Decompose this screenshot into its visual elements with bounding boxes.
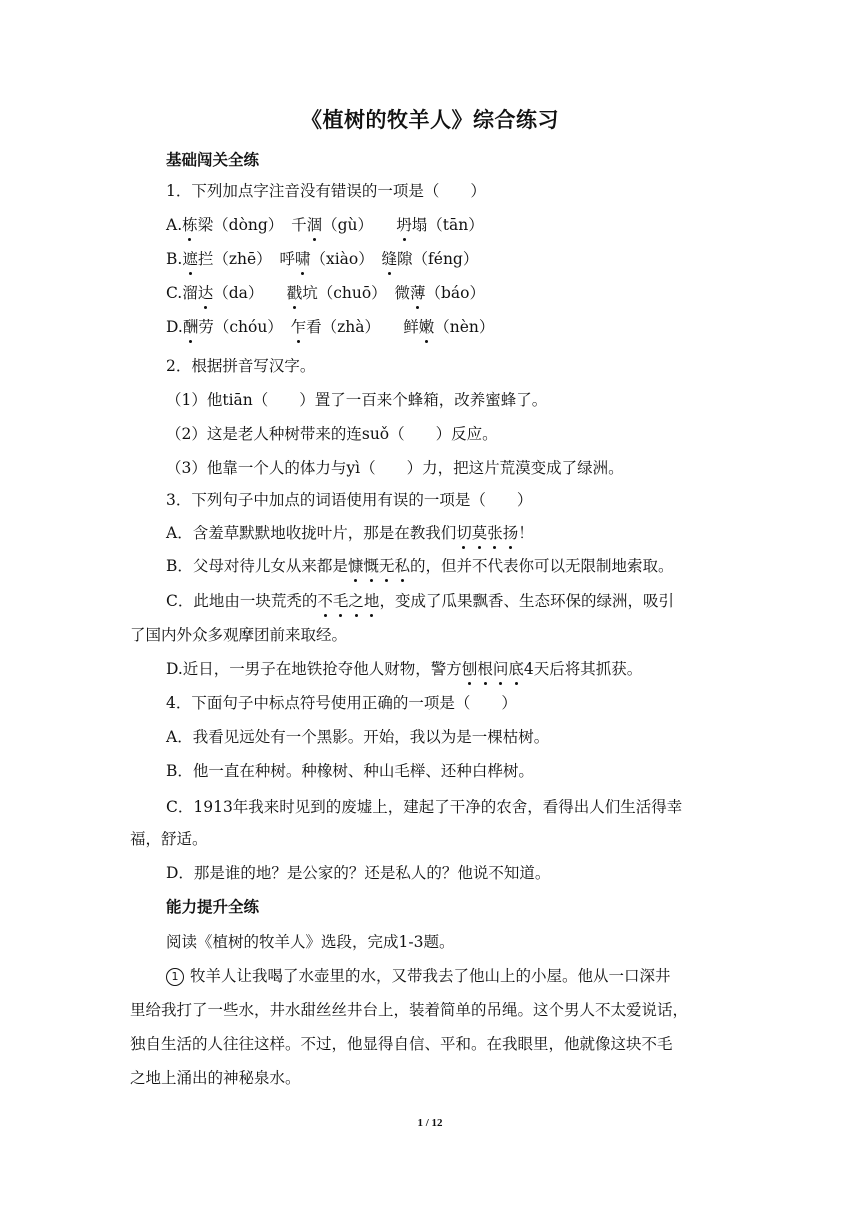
page-number: 1 / 12: [417, 1117, 443, 1129]
section-heading-advanced: 能力提升全练: [166, 898, 260, 916]
question-1-option-a: A.栋梁（dòng） 千涸（gù） 坍塌（tān）: [166, 216, 484, 234]
question-4-option-d: D．那是谁的地？是公家的？还是私人的？他说不知道。: [166, 864, 551, 882]
question-1-option-b: B.遮拦（zhē） 呼啸（xiào） 缝隙（féng）: [166, 250, 479, 268]
question-4-option-c-cont: 福，舒适。: [130, 830, 208, 848]
question-2-item-1: （1）他tiān（ ）置了一百来个蜂箱，改养蜜蜂了。: [166, 391, 548, 409]
question-4-option-c: C．1913年我来时见到的废墟上，建起了干净的农舍，看得出人们生活得幸: [166, 798, 683, 816]
dotted-word: 刨根问底: [461, 660, 524, 678]
reading-paragraph-line-4: 之地上涌出的神秘泉水。: [130, 1069, 301, 1087]
question-1-stem: 1．下列加点字注音没有错误的一项是（ ）: [166, 182, 486, 200]
question-3-option-a: A．含羞草默默地收拢叶片，那是在教我们切莫张扬！: [166, 524, 534, 542]
section-heading-basic: 基础闯关全练: [166, 151, 260, 169]
reading-paragraph-line-1: 1 牧羊人让我喝了水壶里的水，又带我去了他山上的小屋。他从一口深井: [166, 965, 671, 987]
question-2-stem: 2．根据拼音写汉字。: [166, 357, 316, 375]
question-4-option-a: A．我看见远处有一个黑影。开始，我以为是一棵枯树。: [166, 728, 550, 746]
question-3-option-b: B．父母对待儿女从来都是慷慨无私的，但并不代表你可以无限制地索取。: [166, 557, 674, 575]
question-2-item-2: （2）这是老人种树带来的连suǒ（ ）反应。: [166, 425, 498, 443]
page-title: 《植树的牧羊人》综合练习: [301, 108, 559, 132]
question-3-option-c: C．此地由一块荒秃的不毛之地，变成了瓜果飘香、生态环保的绿洲，吸引: [166, 592, 674, 610]
question-3-stem: 3．下列句子中加点的词语使用有误的一项是（ ）: [166, 491, 533, 509]
dotted-word: 慷慨无私: [347, 557, 410, 575]
question-4-option-b: B．他一直在种树。种橡树、种山毛榉、还种白桦树。: [166, 762, 534, 780]
question-4-stem: 4．下面句子中标点符号使用正确的一项是（ ）: [166, 694, 517, 712]
reading-intro: 阅读《植树的牧羊人》选段，完成1-3题。: [166, 933, 455, 951]
dotted-word: 切莫张扬: [456, 524, 519, 542]
question-3-option-c-cont: 了国内外众多观摩团前来取经。: [130, 626, 348, 644]
paragraph-number: 1: [166, 968, 184, 986]
dotted-word: 不毛之地: [317, 592, 380, 610]
question-3-option-d: D.近日，一男子在地铁抢夺他人财物，警方刨根问底4天后将其抓获。: [166, 660, 643, 678]
question-1-option-d: D.酬劳（chóu） 乍看（zhà） 鲜嫩（nèn）: [166, 318, 495, 336]
reading-paragraph-line-2: 里给我打了一些水，井水甜丝丝井台上，装着简单的吊绳。这个男人不太爱说话，: [130, 1001, 689, 1019]
reading-paragraph-line-3: 独自生活的人往往这样。不过，他显得自信、平和。在我眼里，他就像这块不毛: [130, 1035, 673, 1053]
question-2-item-3: （3）他靠一个人的体力与yì（ ）力，把这片荒漠变成了绿洲。: [166, 459, 624, 477]
question-1-option-c: C.溜达（da） 戳坑（chuō） 微薄（báo）: [166, 284, 485, 302]
